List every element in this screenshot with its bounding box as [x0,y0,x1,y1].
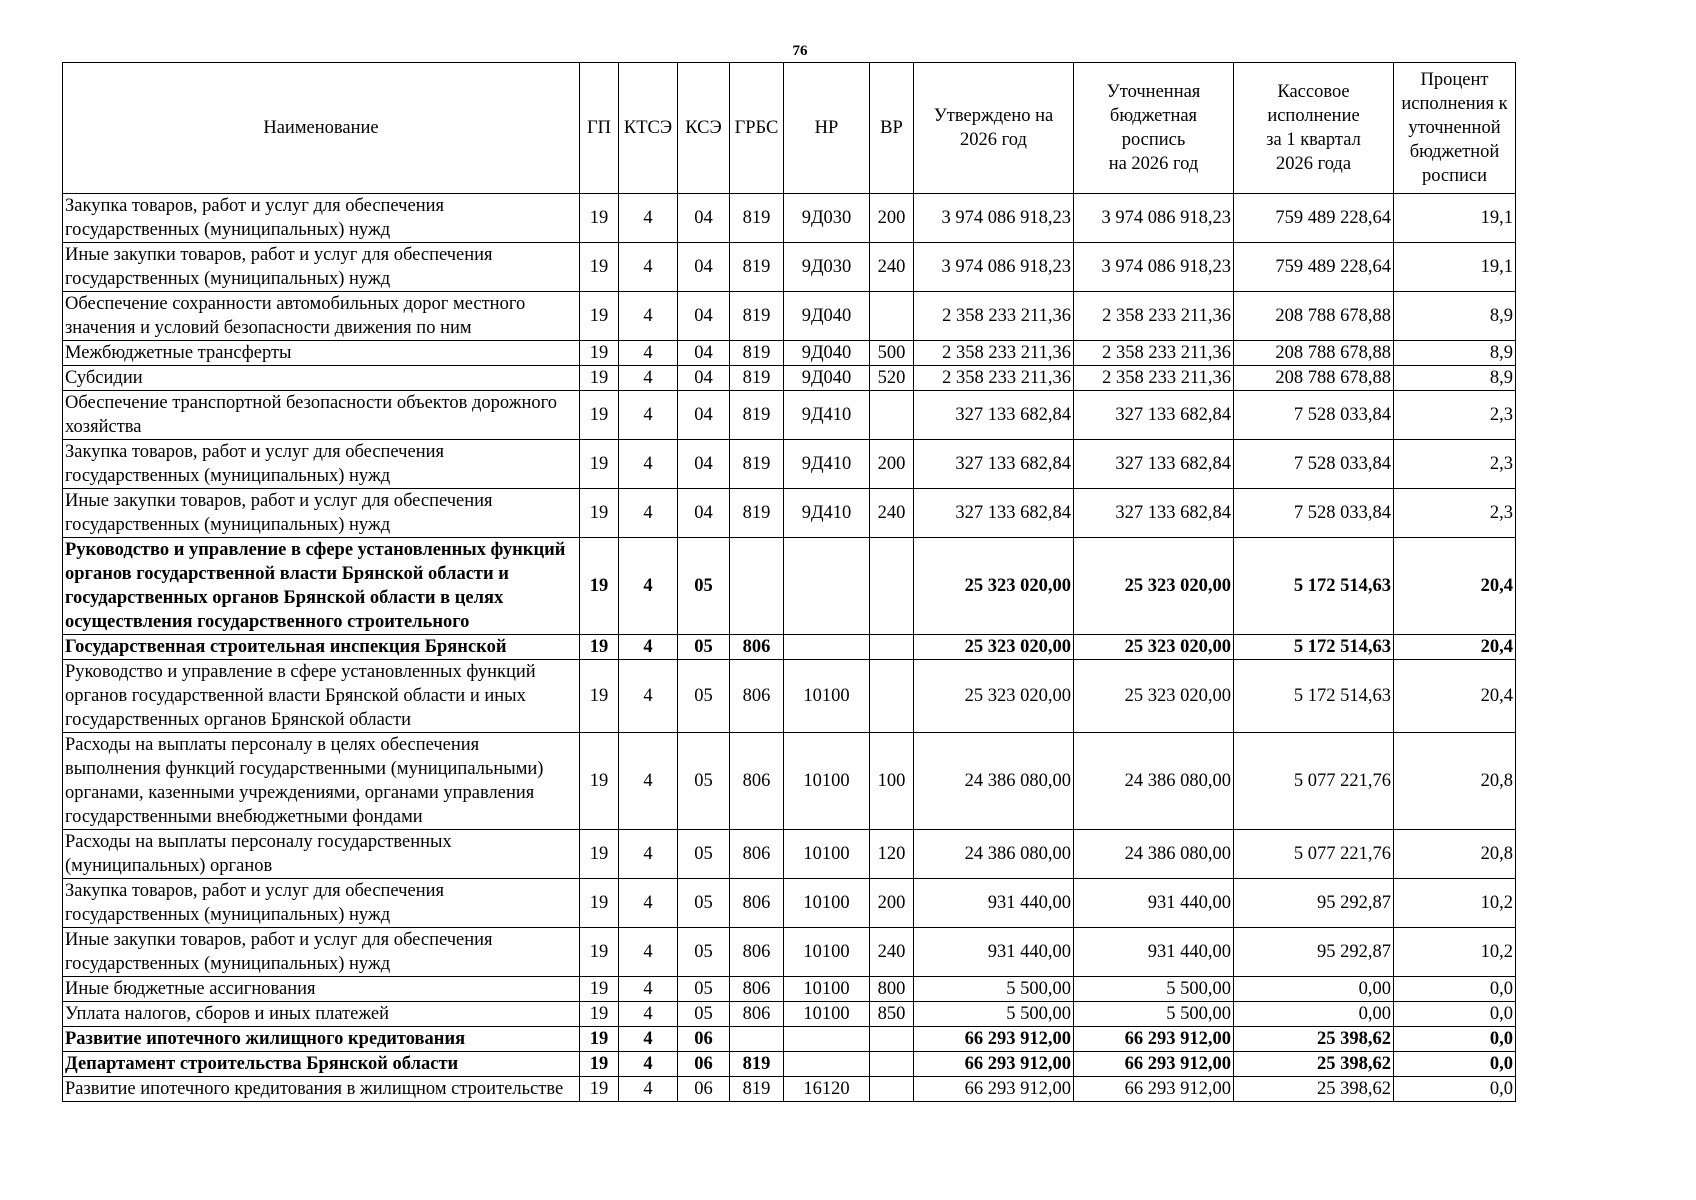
cell-name: Иные закупки товаров, работ и услуг для обеспечения государственных (муниципальных) нужд [63,928,580,977]
cell-nr: 16120 [784,1077,870,1102]
cell-ktse: 4 [619,1052,678,1077]
cell-refined: 66 293 912,00 [1074,1027,1234,1052]
cell-approved: 66 293 912,00 [914,1077,1074,1102]
cell-grbs: 806 [730,830,784,879]
cell-vr: 800 [870,977,914,1002]
cell-cash: 759 489 228,64 [1234,194,1394,243]
header-gp: ГП [580,63,619,194]
header-percent [1394,63,1516,194]
table-row [63,538,1516,635]
cell-kse: 04 [678,341,730,366]
cell-nr: 9Д040 [784,366,870,391]
table-body [63,194,1516,1102]
cell-ktse: 4 [619,635,678,660]
cell-refined: 327 133 682,84 [1074,440,1234,489]
cell-percent: 0,0 [1394,1052,1516,1077]
cell-refined: 3 974 086 918,23 [1074,243,1234,292]
cell-nr: 10100 [784,879,870,928]
header-percent-line: росписи [1421,166,1488,186]
cell-approved: 66 293 912,00 [914,1052,1074,1077]
cell-grbs: 806 [730,635,784,660]
cell-nr: 10100 [784,1002,870,1027]
cell-grbs: 819 [730,489,784,538]
cell-gp: 19 [580,194,619,243]
cell-grbs: 806 [730,928,784,977]
cell-percent: 0,0 [1394,1027,1516,1052]
cell-gp: 19 [580,489,619,538]
cell-cash: 5 077 221,76 [1234,733,1394,830]
cell-vr: 120 [870,830,914,879]
cell-name: Закупка товаров, работ и услуг для обеспечения государственных (муниципальных) нужд [63,440,580,489]
header-ktse: КТСЭ [619,63,678,194]
cell-percent: 10,2 [1394,879,1516,928]
cell-grbs: 819 [730,366,784,391]
cell-name: Департамент строительства Брянской области [63,1052,580,1077]
cell-percent: 10,2 [1394,928,1516,977]
cell-cash: 208 788 678,88 [1234,292,1394,341]
cell-kse: 04 [678,292,730,341]
cell-refined: 5 500,00 [1074,1002,1234,1027]
cell-approved: 2 358 233 211,36 [914,292,1074,341]
cell-percent: 2,3 [1394,391,1516,440]
cell-name: Руководство и управление в сфере установленных функций органов государственной власти Брянской области и государственных органов Брянской области в целях осуществления государственного строительного [63,538,580,635]
cell-nr: 9Д410 [784,391,870,440]
table-row [63,194,1516,243]
cell-percent: 20,4 [1394,635,1516,660]
cell-cash: 7 528 033,84 [1234,489,1394,538]
cell-approved: 24 386 080,00 [914,733,1074,830]
header-refined-line: роспись [1121,130,1186,150]
cell-refined: 931 440,00 [1074,928,1234,977]
cell-kse: 04 [678,194,730,243]
table-row [63,879,1516,928]
cell-approved: 24 386 080,00 [914,830,1074,879]
cell-approved: 3 974 086 918,23 [914,243,1074,292]
cell-approved: 327 133 682,84 [914,391,1074,440]
cell-kse: 05 [678,538,730,635]
header-name: Наименование [63,63,580,194]
header-refined [1074,63,1234,194]
cell-vr: 850 [870,1002,914,1027]
cell-kse: 05 [678,928,730,977]
cell-cash: 5 172 514,63 [1234,660,1394,733]
header-refined-line: Уточненная [1106,82,1201,102]
cell-nr: 10100 [784,928,870,977]
cell-percent: 0,0 [1394,1002,1516,1027]
cell-nr: 9Д410 [784,489,870,538]
cell-gp: 19 [580,292,619,341]
cell-cash: 7 528 033,84 [1234,440,1394,489]
cell-ktse: 4 [619,489,678,538]
cell-kse: 05 [678,660,730,733]
cell-ktse: 4 [619,440,678,489]
cell-percent: 20,8 [1394,733,1516,830]
cell-nr [784,538,870,635]
cell-refined: 25 323 020,00 [1074,660,1234,733]
cell-grbs: 806 [730,1002,784,1027]
cell-grbs: 819 [730,341,784,366]
cell-gp: 19 [580,660,619,733]
cell-gp: 19 [580,977,619,1002]
cell-name: Расходы на выплаты персоналу государственных (муниципальных) органов [63,830,580,879]
cell-vr [870,391,914,440]
cell-refined: 24 386 080,00 [1074,733,1234,830]
cell-cash: 0,00 [1234,977,1394,1002]
header-cash-line: за 1 квартал [1266,130,1361,150]
cell-ktse: 4 [619,538,678,635]
table-row [63,366,1516,391]
table-header-row [63,63,1516,194]
cell-cash: 5 172 514,63 [1234,635,1394,660]
cell-ktse: 4 [619,341,678,366]
header-grbs: ГРБС [730,63,784,194]
cell-refined: 327 133 682,84 [1074,391,1234,440]
cell-vr [870,1077,914,1102]
cell-grbs: 819 [730,391,784,440]
table-row [63,733,1516,830]
table-row [63,928,1516,977]
cell-ktse: 4 [619,830,678,879]
header-refined-line: на 2026 год [1108,154,1199,174]
cell-vr: 200 [870,194,914,243]
header-percent-line: уточненной [1408,118,1501,138]
cell-gp: 19 [580,366,619,391]
cell-vr: 240 [870,489,914,538]
cell-percent: 20,8 [1394,830,1516,879]
cell-grbs: 819 [730,440,784,489]
cell-cash: 5 172 514,63 [1234,538,1394,635]
cell-vr [870,538,914,635]
cell-gp: 19 [580,440,619,489]
header-approved [914,63,1074,194]
cell-gp: 19 [580,879,619,928]
cell-gp: 19 [580,1027,619,1052]
header-cash-line: исполнение [1267,106,1360,126]
cell-name: Закупка товаров, работ и услуг для обеспечения государственных (муниципальных) нужд [63,879,580,928]
cell-kse: 05 [678,977,730,1002]
cell-percent: 8,9 [1394,366,1516,391]
cell-name: Обеспечение сохранности автомобильных дорог местного значения и условий безопасности движения по ним [63,292,580,341]
cell-kse: 05 [678,733,730,830]
cell-ktse: 4 [619,366,678,391]
cell-approved: 5 500,00 [914,977,1074,1002]
cell-approved: 25 323 020,00 [914,660,1074,733]
cell-vr [870,660,914,733]
cell-approved: 25 323 020,00 [914,538,1074,635]
cell-ktse: 4 [619,733,678,830]
cell-grbs [730,1027,784,1052]
table-row [63,635,1516,660]
cell-vr [870,292,914,341]
cell-grbs [730,538,784,635]
cell-nr [784,635,870,660]
cell-nr: 10100 [784,830,870,879]
cell-name: Государственная строительная инспекция Брянской [63,635,580,660]
cell-ktse: 4 [619,1077,678,1102]
cell-name: Иные бюджетные ассигнования [63,977,580,1002]
cell-grbs: 819 [730,1052,784,1077]
cell-refined: 931 440,00 [1074,879,1234,928]
table-row [63,1052,1516,1077]
cell-approved: 2 358 233 211,36 [914,341,1074,366]
cell-cash: 0,00 [1234,1002,1394,1027]
cell-vr: 500 [870,341,914,366]
table-row [63,292,1516,341]
table-row [63,243,1516,292]
cell-ktse: 4 [619,977,678,1002]
cell-refined: 3 974 086 918,23 [1074,194,1234,243]
cell-kse: 05 [678,830,730,879]
cell-nr: 10100 [784,733,870,830]
header-cash [1234,63,1394,194]
cell-grbs: 819 [730,194,784,243]
cell-vr [870,635,914,660]
header-percent-line: Процент [1420,70,1489,90]
budget-table [62,62,1516,1102]
cell-cash: 95 292,87 [1234,928,1394,977]
cell-name: Расходы на выплаты персоналу в целях обеспечения выполнения функций государственными (муниципальными) органами, казенными учреждениями, органами управления государственными внебюджетными фондами [63,733,580,830]
table-row [63,1027,1516,1052]
cell-name: Закупка товаров, работ и услуг для обеспечения государственных (муниципальных) нужд [63,194,580,243]
cell-grbs: 819 [730,1077,784,1102]
cell-name: Уплата налогов, сборов и иных платежей [63,1002,580,1027]
cell-percent: 8,9 [1394,292,1516,341]
table-row [63,489,1516,538]
cell-name: Межбюджетные трансферты [63,341,580,366]
cell-vr: 240 [870,928,914,977]
cell-name: Развитие ипотечного кредитования в жилищном строительстве [63,1077,580,1102]
cell-ktse: 4 [619,1027,678,1052]
cell-approved: 931 440,00 [914,879,1074,928]
cell-name: Иные закупки товаров, работ и услуг для обеспечения государственных (муниципальных) нужд [63,243,580,292]
cell-gp: 19 [580,538,619,635]
cell-nr [784,1027,870,1052]
header-cash-line: 2026 года [1275,154,1352,174]
cell-refined: 66 293 912,00 [1074,1052,1234,1077]
cell-vr: 100 [870,733,914,830]
cell-kse: 05 [678,1002,730,1027]
cell-cash: 759 489 228,64 [1234,243,1394,292]
header-percent-line: бюджетной [1409,142,1500,162]
cell-kse: 05 [678,879,730,928]
cell-cash: 25 398,62 [1234,1077,1394,1102]
cell-approved: 327 133 682,84 [914,440,1074,489]
cell-refined: 66 293 912,00 [1074,1077,1234,1102]
cell-nr: 10100 [784,977,870,1002]
cell-nr: 9Д040 [784,341,870,366]
table-row [63,1002,1516,1027]
cell-name: Развитие ипотечного жилищного кредитования [63,1027,580,1052]
cell-refined: 25 323 020,00 [1074,635,1234,660]
cell-gp: 19 [580,928,619,977]
header-refined-line: бюджетная [1109,106,1198,126]
cell-grbs: 819 [730,243,784,292]
cell-nr: 9Д030 [784,243,870,292]
cell-percent: 0,0 [1394,1077,1516,1102]
cell-refined: 24 386 080,00 [1074,830,1234,879]
cell-nr: 9Д410 [784,440,870,489]
cell-kse: 04 [678,489,730,538]
cell-refined: 25 323 020,00 [1074,538,1234,635]
cell-gp: 19 [580,391,619,440]
cell-grbs: 806 [730,660,784,733]
cell-ktse: 4 [619,292,678,341]
cell-approved: 5 500,00 [914,1002,1074,1027]
cell-nr: 9Д040 [784,292,870,341]
cell-percent: 19,1 [1394,243,1516,292]
header-kse: КСЭ [678,63,730,194]
cell-ktse: 4 [619,391,678,440]
cell-kse: 06 [678,1027,730,1052]
table-row [63,440,1516,489]
cell-ktse: 4 [619,928,678,977]
cell-refined: 327 133 682,84 [1074,489,1234,538]
cell-approved: 66 293 912,00 [914,1027,1074,1052]
cell-gp: 19 [580,830,619,879]
cell-kse: 04 [678,243,730,292]
cell-cash: 208 788 678,88 [1234,341,1394,366]
cell-gp: 19 [580,733,619,830]
cell-ktse: 4 [619,194,678,243]
cell-nr: 10100 [784,660,870,733]
cell-gp: 19 [580,341,619,366]
cell-kse: 05 [678,635,730,660]
cell-name: Субсидии [63,366,580,391]
header-nr: НР [784,63,870,194]
table-row [63,1077,1516,1102]
cell-percent: 0,0 [1394,977,1516,1002]
cell-gp: 19 [580,243,619,292]
cell-cash: 7 528 033,84 [1234,391,1394,440]
cell-ktse: 4 [619,1002,678,1027]
header-approved-line: 2026 год [960,130,1027,150]
cell-gp: 19 [580,1052,619,1077]
cell-refined: 5 500,00 [1074,977,1234,1002]
cell-approved: 3 974 086 918,23 [914,194,1074,243]
cell-refined: 2 358 233 211,36 [1074,366,1234,391]
table-row [63,830,1516,879]
cell-kse: 04 [678,440,730,489]
cell-ktse: 4 [619,879,678,928]
cell-grbs: 819 [730,292,784,341]
cell-name: Обеспечение транспортной безопасности объектов дорожного хозяйства [63,391,580,440]
cell-kse: 04 [678,366,730,391]
cell-cash: 5 077 221,76 [1234,830,1394,879]
cell-gp: 19 [580,635,619,660]
header-percent-line: исполнения к [1401,94,1508,114]
cell-grbs: 806 [730,879,784,928]
cell-nr [784,1052,870,1077]
cell-percent: 20,4 [1394,660,1516,733]
cell-vr [870,1027,914,1052]
cell-cash: 25 398,62 [1234,1027,1394,1052]
cell-vr: 240 [870,243,914,292]
cell-name: Иные закупки товаров, работ и услуг для обеспечения государственных (муниципальных) нужд [63,489,580,538]
cell-vr: 200 [870,879,914,928]
cell-cash: 95 292,87 [1234,879,1394,928]
cell-cash: 25 398,62 [1234,1052,1394,1077]
cell-approved: 2 358 233 211,36 [914,366,1074,391]
cell-vr [870,1052,914,1077]
cell-ktse: 4 [619,243,678,292]
table-row [63,660,1516,733]
cell-kse: 04 [678,391,730,440]
cell-approved: 327 133 682,84 [914,489,1074,538]
header-vr: ВР [870,63,914,194]
cell-nr: 9Д030 [784,194,870,243]
cell-cash: 208 788 678,88 [1234,366,1394,391]
cell-ktse: 4 [619,660,678,733]
cell-grbs: 806 [730,733,784,830]
table-row [63,977,1516,1002]
cell-name: Руководство и управление в сфере установленных функций органов государственной власти Брянской области и иных государственных органов Брянской области [63,660,580,733]
cell-approved: 931 440,00 [914,928,1074,977]
page-number: 76 [792,43,808,59]
cell-refined: 2 358 233 211,36 [1074,292,1234,341]
cell-vr: 200 [870,440,914,489]
cell-percent: 2,3 [1394,440,1516,489]
cell-vr: 520 [870,366,914,391]
cell-percent: 8,9 [1394,341,1516,366]
cell-percent: 20,4 [1394,538,1516,635]
cell-grbs: 806 [730,977,784,1002]
header-approved-line: Утверждено на [933,106,1054,126]
cell-gp: 19 [580,1002,619,1027]
cell-kse: 06 [678,1052,730,1077]
header-cash-line: Кассовое [1277,82,1350,102]
cell-refined: 2 358 233 211,36 [1074,341,1234,366]
cell-kse: 06 [678,1077,730,1102]
table-row [63,341,1516,366]
table-row [63,391,1516,440]
cell-approved: 25 323 020,00 [914,635,1074,660]
cell-percent: 19,1 [1394,194,1516,243]
cell-percent: 2,3 [1394,489,1516,538]
cell-gp: 19 [580,1077,619,1102]
